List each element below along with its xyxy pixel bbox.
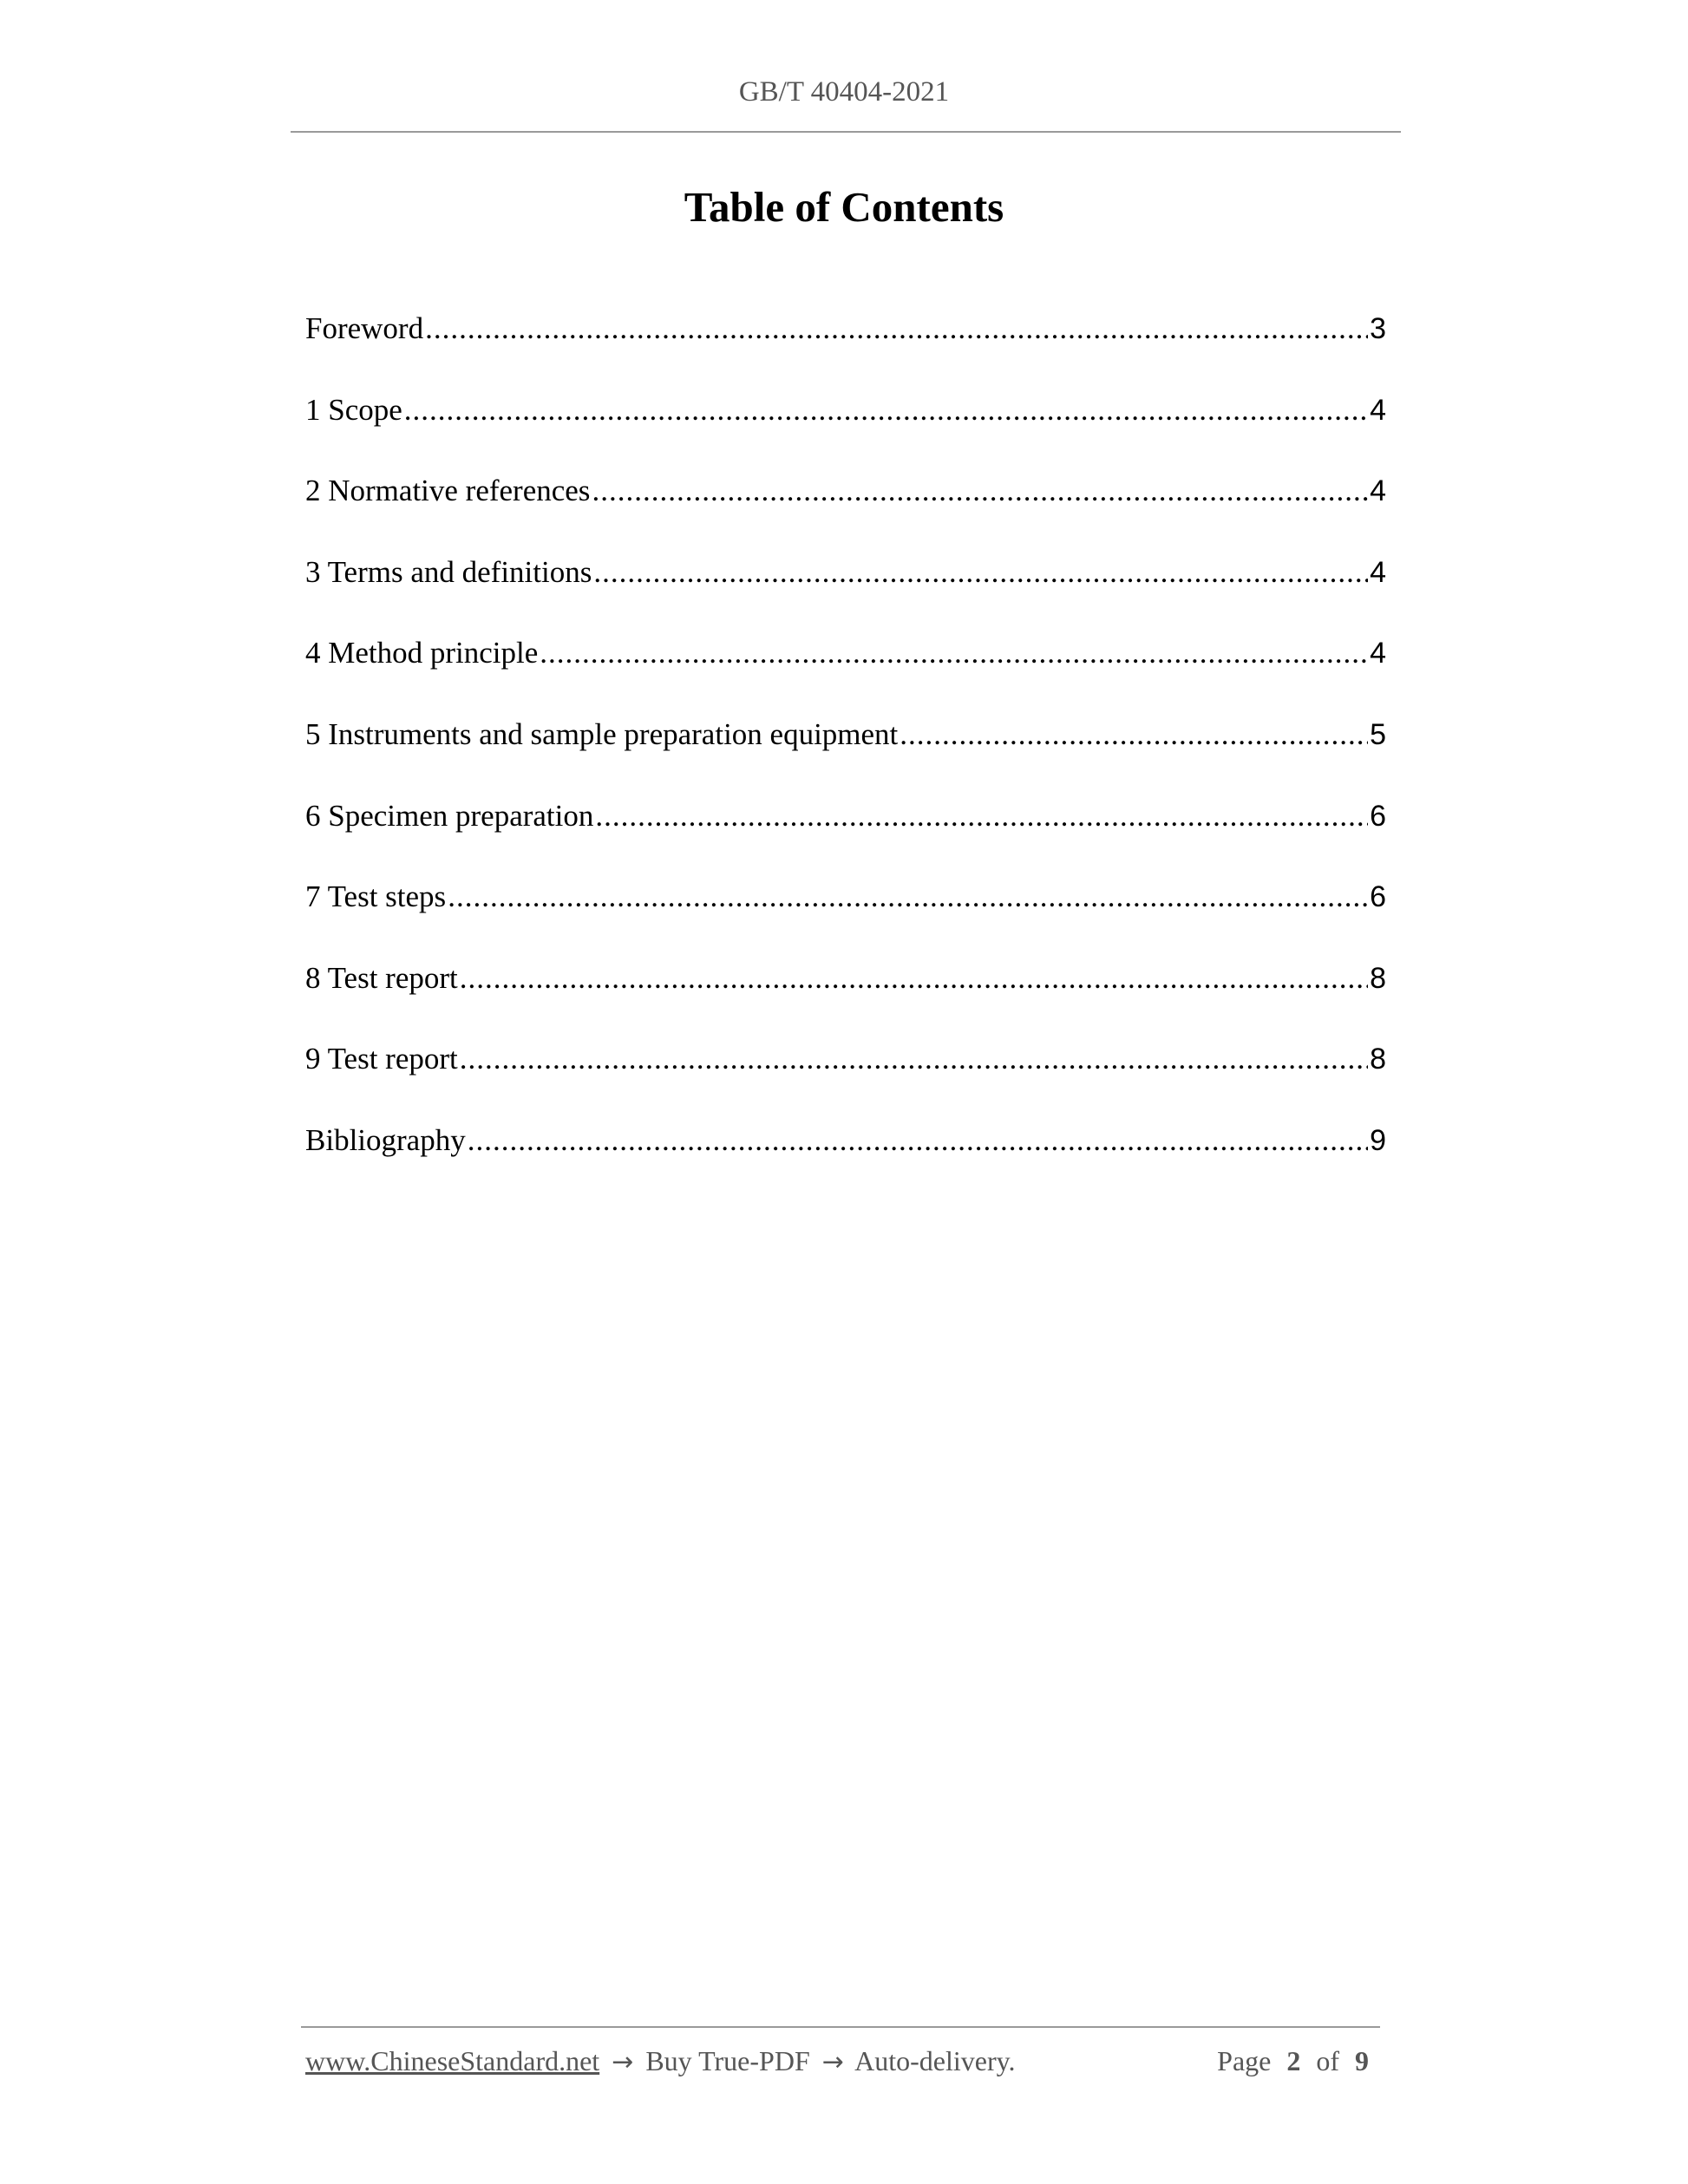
header-doc-id: GB/T 40404-2021 [738, 76, 950, 108]
toc-entry-test-steps[interactable] [305, 873, 1386, 955]
page-word: Page [1217, 2045, 1272, 2076]
dot-leader [404, 387, 1368, 434]
toc-entry-label: 7 Test steps [305, 879, 447, 914]
toc-entry-method-principle[interactable] [305, 630, 1386, 711]
toc-entry-label: 6 Specimen preparation [305, 798, 594, 833]
dot-leader [900, 711, 1368, 758]
dot-leader [595, 793, 1368, 840]
dot-leader [425, 305, 1368, 352]
footer-promo [305, 2045, 1016, 2077]
toc-entry-page: 9 [1370, 1123, 1386, 1157]
toc-entry-page: 5 [1370, 717, 1386, 751]
toc-entry-label: 5 Instruments and sample preparation equipment [305, 716, 899, 751]
toc-entry-label: Bibliography [305, 1122, 466, 1157]
toc-entry-label: 4 Method principle [305, 636, 539, 670]
toc-entry-specimen-preparation[interactable] [305, 793, 1386, 874]
right-arrow-icon: → [821, 2047, 844, 2077]
toc-entry-page: 8 [1370, 961, 1386, 995]
toc-entry-label: Foreword [305, 311, 424, 345]
toc-entry-page: 4 [1370, 474, 1386, 508]
toc-entry-bibliography[interactable] [305, 1117, 1386, 1199]
toc-entry-normative-references[interactable] [305, 468, 1386, 549]
toc-entry-label: 9 Test report [305, 1042, 458, 1076]
page-footer [305, 2045, 1377, 2077]
dot-leader [592, 468, 1368, 514]
toc-entry-page: 6 [1370, 799, 1386, 833]
footer-step-buy: Buy True-PDF [645, 2045, 810, 2076]
toc-entry-label: 3 Terms and definitions [305, 554, 592, 589]
toc-entry-instruments[interactable] [305, 711, 1386, 793]
toc-entry-foreword[interactable] [305, 305, 1386, 387]
toc-entry-terms-and-definitions[interactable] [305, 549, 1386, 631]
dot-leader [540, 630, 1368, 677]
dot-leader [448, 873, 1368, 920]
toc-entry-page: 8 [1370, 1043, 1386, 1076]
toc-entry-page: 3 [1370, 312, 1386, 345]
footer-step-delivery: Auto-delivery. [854, 2045, 1016, 2076]
toc-entry-label: 8 Test report [305, 960, 458, 995]
toc-entry-label: 2 Normative references [305, 474, 591, 508]
toc-entry-scope[interactable] [305, 387, 1386, 468]
dot-leader [460, 955, 1368, 1002]
toc-entry-label: 1 Scope [305, 392, 402, 427]
toc-entry-page: 4 [1370, 637, 1386, 670]
toc-list [305, 305, 1386, 1199]
website-link[interactable]: www.ChineseStandard.net [305, 2045, 600, 2076]
total-pages-number: 9 [1355, 2045, 1369, 2076]
dot-leader [460, 1036, 1368, 1082]
footer-divider [301, 2026, 1380, 2028]
toc-entry-page: 4 [1370, 393, 1386, 427]
of-word: of [1316, 2045, 1339, 2076]
current-page-number: 2 [1286, 2045, 1301, 2076]
header-divider [291, 131, 1401, 133]
page-indicator [1217, 2045, 1377, 2077]
toc-entry-page: 4 [1370, 555, 1386, 589]
toc-title: Table of Contents [684, 183, 1004, 231]
toc-entry-test-report-9[interactable] [305, 1036, 1386, 1117]
toc-entry-test-report-8[interactable] [305, 955, 1386, 1036]
dot-leader [593, 549, 1368, 596]
right-arrow-icon: → [612, 2047, 634, 2077]
toc-entry-page: 6 [1370, 880, 1386, 914]
dot-leader [468, 1117, 1368, 1164]
